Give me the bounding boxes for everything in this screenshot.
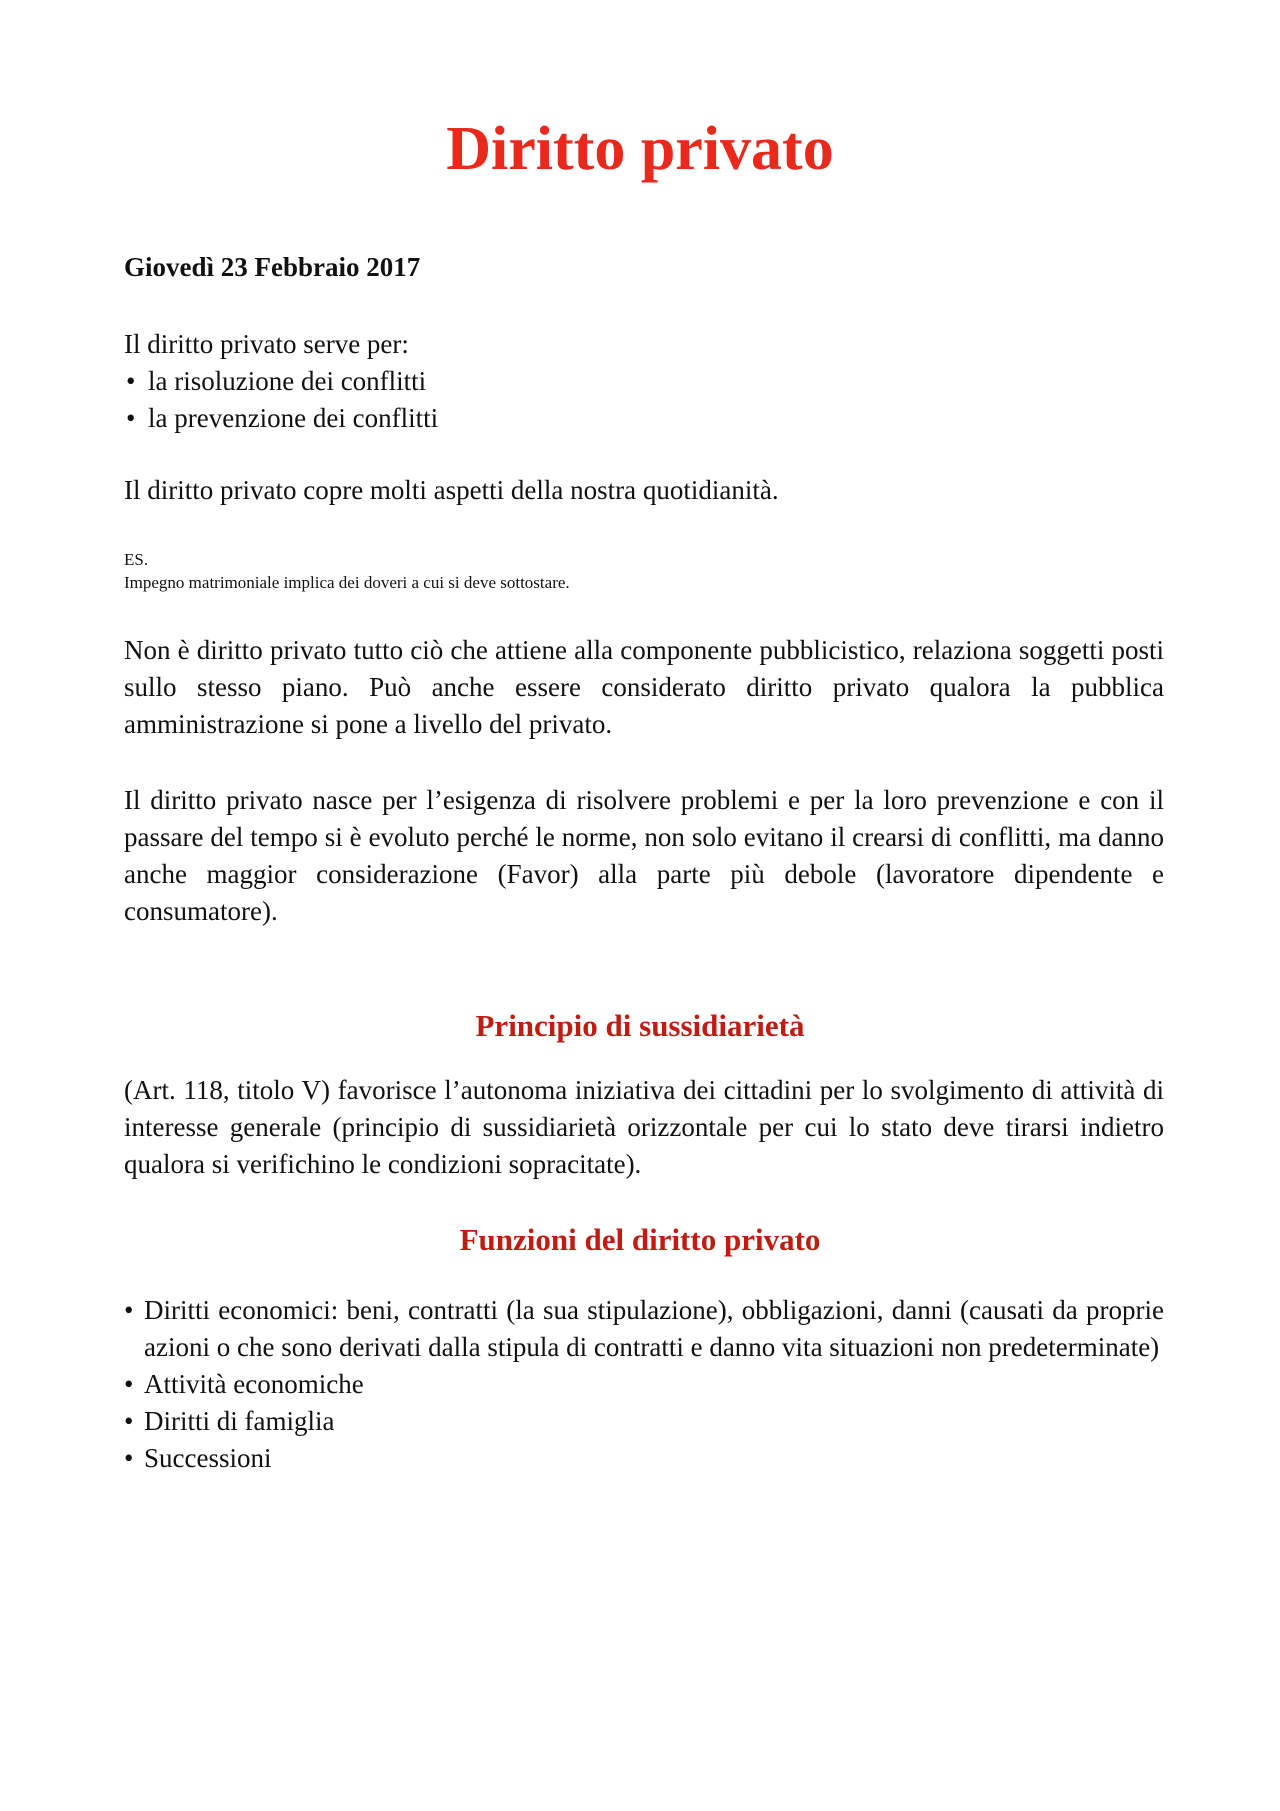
section-heading-sussidiarieta: Principio di sussidiarietà xyxy=(475,1008,805,1043)
list-item: • Diritti di famiglia xyxy=(124,1403,1164,1440)
example-note xyxy=(124,548,1164,594)
intro-lead: Il diritto privato serve per: xyxy=(124,329,409,359)
list-item: • Attività economiche xyxy=(124,1366,1164,1403)
section-heading-funzioni: Funzioni del diritto privato xyxy=(459,1222,821,1257)
list-item: • Successioni xyxy=(124,1440,1164,1477)
intro-block xyxy=(124,326,1164,437)
intro-list xyxy=(124,363,1164,437)
functions-list xyxy=(124,1292,1164,1477)
functions-block xyxy=(124,1292,1164,1477)
list-item: • Diritti economici: beni, contratti (la sua stipulazione), obbligazioni, danni (causati da proprie azioni o che sono derivati dalla stipula di contratti e danno vita situazioni non predeterminate) xyxy=(124,1292,1164,1366)
example-label: ES. xyxy=(124,550,149,569)
page-title: Diritto privato xyxy=(446,115,834,183)
document-date: Giovedì 23 Febbraio 2017 xyxy=(124,252,421,282)
example-text: Impegno matrimoniale implica dei doveri a cui si deve sottostare. xyxy=(124,573,570,592)
list-item: • la prevenzione dei conflitti xyxy=(124,400,1164,437)
paragraph-origin: Il diritto privato nasce per l’esigenza di risolvere problemi e per la loro prevenzione e con il passare del tempo si è evoluto perché le norme, non solo evitano il crearsi di conflitti, ma danno anche maggior considerazione (Favor) alla parte più debole (lavoratore dipendente e consumatore). xyxy=(124,785,1164,926)
list-item: • la risoluzione dei conflitti xyxy=(124,363,1164,400)
everyday-paragraph: Il diritto privato copre molti aspetti della nostra quotidianità. xyxy=(124,475,779,505)
paragraph-public-private: Non è diritto privato tutto ciò che attiene alla componente pubblicistico, relaziona soggetti posti sullo stesso piano. Può anche essere considerato diritto privato qualora la pubblica amministrazione si pone a livello del privato. xyxy=(124,635,1164,739)
paragraph-sussidiarieta: (Art. 118, titolo V) favorisce l’autonoma iniziativa dei cittadini per lo svolgimento di attività di interesse generale (principio di sussidiarietà orizzontale per cui lo stato deve tirarsi indietro qualora si verifichino le condizioni sopracitate). xyxy=(124,1075,1164,1179)
